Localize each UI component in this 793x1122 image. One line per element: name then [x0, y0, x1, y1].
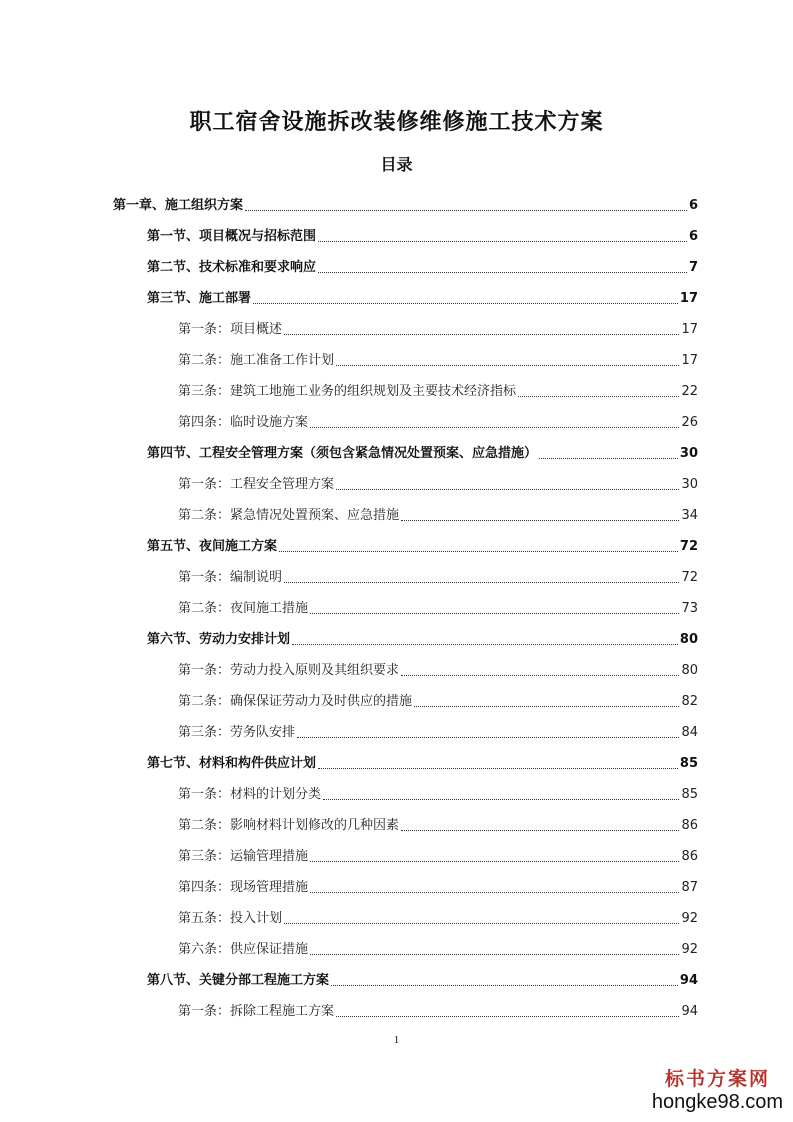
- toc-article[interactable]: 第五条：投入计划 92: [178, 911, 698, 926]
- toc-article[interactable]: 第一条：项目概述 17: [178, 322, 698, 337]
- watermark-url: hongke98.com: [651, 1091, 784, 1113]
- toc-article[interactable]: 第三条：劳务队安排 84: [178, 725, 698, 740]
- toc-article[interactable]: 第一条：劳动力投入原则及其组织要求 80: [178, 663, 698, 678]
- toc-section-5[interactable]: 第五节、夜间施工方案 72: [147, 539, 698, 554]
- toc-article[interactable]: 第一条：拆除工程施工方案 94: [178, 1004, 698, 1019]
- toc-article[interactable]: 第二条：确保保证劳动力及时供应的措施 82: [178, 694, 698, 709]
- toc-article[interactable]: 第二条：影响材料计划修改的几种因素 86: [178, 818, 698, 833]
- toc-article[interactable]: 第一条：编制说明 72: [178, 570, 698, 585]
- toc-article[interactable]: 第二条：夜间施工措施 73: [178, 601, 698, 616]
- toc-article[interactable]: 第二条：紧急情况处置预案、应急措施 34: [178, 508, 698, 523]
- toc-article[interactable]: 第二条：施工准备工作计划 17: [178, 353, 698, 368]
- toc-article[interactable]: 第四条：临时设施方案 26: [178, 415, 698, 430]
- toc-article[interactable]: 第一条：工程安全管理方案 30: [178, 477, 698, 492]
- toc-section-4[interactable]: 第四节、工程安全管理方案（须包含紧急情况处置预案、应急措施） 30: [147, 446, 698, 461]
- toc-article[interactable]: 第六条：供应保证措施 92: [178, 942, 698, 957]
- document-title: 职工宿舍设施拆改装修维修施工技术方案: [189, 110, 604, 135]
- watermark-brand: 标书方案网: [664, 1068, 770, 1090]
- toc-section-2[interactable]: 第二节、技术标准和要求响应 7: [147, 260, 698, 275]
- toc-article[interactable]: 第三条：建筑工地施工业务的组织规划及主要技术经济指标 22: [178, 384, 698, 399]
- toc-section-8[interactable]: 第八节、关键分部工程施工方案 94: [147, 973, 698, 988]
- page-number: 1: [393, 1034, 400, 1046]
- toc-chapter-1[interactable]: 第一章、施工组织方案 6: [113, 198, 698, 213]
- toc-section-7[interactable]: 第七节、材料和构件供应计划 85: [147, 756, 698, 771]
- toc-article[interactable]: 第一条：材料的计划分类 85: [178, 787, 698, 802]
- toc-article[interactable]: 第四条：现场管理措施 87: [178, 880, 698, 895]
- toc-heading: 目录: [380, 155, 413, 174]
- watermark: [650, 1068, 785, 1114]
- toc-article[interactable]: 第三条：运输管理措施 86: [178, 849, 698, 864]
- toc-section-6[interactable]: 第六节、劳动力安排计划 80: [147, 632, 698, 647]
- toc-section-3[interactable]: 第三节、施工部署 17: [147, 291, 698, 306]
- toc-section-1[interactable]: 第一节、项目概况与招标范围 6: [147, 229, 698, 244]
